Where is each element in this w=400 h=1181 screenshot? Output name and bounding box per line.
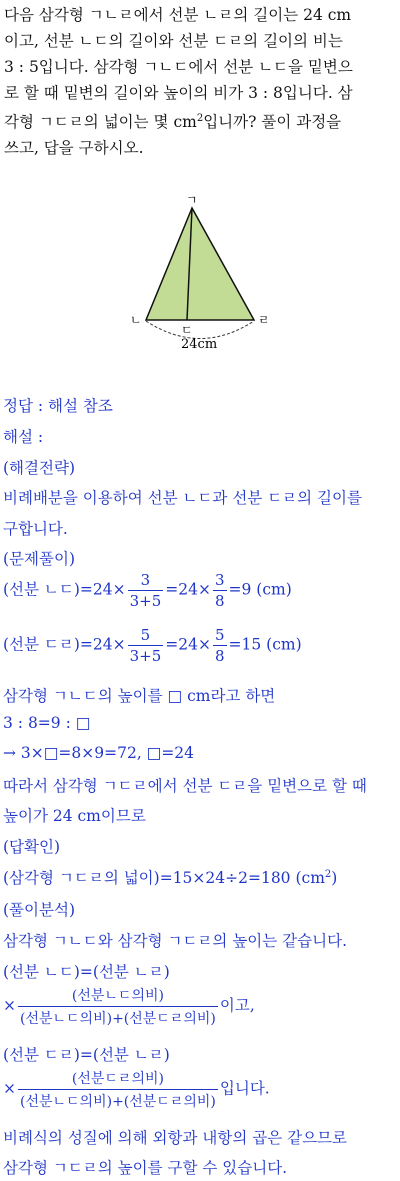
denominator: 8 xyxy=(214,647,225,665)
ratio-fraction-nd xyxy=(3,985,255,1028)
base-length-label: 24cm xyxy=(181,337,218,352)
label-vertex-g: ㄱ xyxy=(186,193,198,207)
segment-nd-formula: (선분 ㄴㄷ)=(선분 ㄴㄹ) xyxy=(3,963,170,981)
segment-dr-formula: (선분 ㄷㄹ)=(선분 ㄴㄹ) xyxy=(3,1046,170,1064)
denominator: (선분ㄴㄷ의비)+(선분ㄷㄹ의비) xyxy=(18,1006,218,1028)
denominator: 3+5 xyxy=(129,647,162,665)
triangle-figure xyxy=(0,188,400,358)
denominator: 3+5 xyxy=(129,592,162,610)
label-vertex-n: ㄴ xyxy=(130,313,142,327)
question-text xyxy=(4,2,396,161)
fraction xyxy=(213,626,227,665)
label-vertex-r: ㄹ xyxy=(258,313,270,327)
denominator: (선분ㄴㄷ의비)+(선분ㄷㄹ의비) xyxy=(18,1089,218,1111)
tail-text: 입니다. xyxy=(219,1079,270,1098)
label-vertex-d: ㄷ xyxy=(181,323,193,337)
analysis-line-1: 삼각형 ㄱㄴㄷ와 삼각형 ㄱㄷㄹ의 높이는 같습니다. xyxy=(3,932,347,950)
eq2-lhs: (선분 ㄷㄹ)=24× xyxy=(3,635,126,654)
fraction xyxy=(18,985,218,1028)
arrow-line: → 3×□=8×9=72, □=24 xyxy=(3,744,195,762)
ratio-line: 3 : 8=9 : □ xyxy=(3,714,91,732)
eq2-rhs: =15 (cm) xyxy=(228,635,302,654)
denominator: 8 xyxy=(214,592,225,610)
height-line: 삼각형 ㄱㄴㄷ의 높이를 □ cm라고 하면 xyxy=(3,687,276,705)
strategy-line-2: 구합니다. xyxy=(3,520,68,538)
fraction xyxy=(213,571,227,610)
eq1-lhs: (선분 ㄴㄷ)=24× xyxy=(3,580,126,599)
question-line-3: 3 : 5입니다. 삼각형 ㄱㄴㄷ에서 선분 ㄴㄷ을 밑변으 xyxy=(4,58,353,76)
check-line xyxy=(3,866,337,888)
eq2-mid: =24× xyxy=(165,635,211,654)
answer-line: 정답 : 해설 참조 xyxy=(3,397,113,415)
numerator: 5 xyxy=(214,626,225,644)
base-length-arc xyxy=(146,321,254,339)
fraction xyxy=(128,626,164,665)
numerator: 3 xyxy=(214,571,225,589)
check-end: ) xyxy=(331,869,338,887)
question-line-5b: 입니까? 풀이 과정을 xyxy=(203,113,342,132)
superscript-2: 2 xyxy=(196,113,204,124)
question-line-4: 로 할 때 밑변의 길이와 높이의 비가 3 : 8입니다. 삼 xyxy=(4,84,353,102)
superscript-2: 2 xyxy=(324,868,332,880)
numerator: (선분ㄷㄹ의비) xyxy=(71,1071,164,1087)
times-sign: × xyxy=(3,996,16,1015)
thus-line-2: 높이가 24 cm이므로 xyxy=(3,807,146,825)
equation-nd xyxy=(3,571,292,610)
fraction xyxy=(18,1068,218,1111)
ratio-fraction-dr xyxy=(3,1068,270,1111)
question-line-5 xyxy=(4,106,396,135)
thus-line-1: 따라서 삼각형 ㄱㄷㄹ에서 선분 ㄷㄹ을 밑변으로 할 때 xyxy=(3,777,367,795)
explanation-heading: 해설 : xyxy=(3,428,44,446)
tail-text: 이고, xyxy=(219,996,255,1015)
question-line-6: 쓰고, 답을 구하시오. xyxy=(4,139,144,158)
times-sign: × xyxy=(3,1079,16,1098)
eq1-rhs: =9 (cm) xyxy=(228,580,292,599)
triangle-shape xyxy=(146,208,254,320)
check-heading: (답확인) xyxy=(3,838,61,856)
question-line-5a: 각형 ㄱㄷㄹ의 넓이는 몇 cm xyxy=(4,113,197,132)
equation-dr xyxy=(3,626,302,665)
last-line-2: 삼각형 ㄱㄷㄹ의 높이를 구할 수 있습니다. xyxy=(3,1159,288,1177)
last-line-1: 비례식의 성질에 의해 외항과 내항의 곱은 같으므로 xyxy=(3,1129,347,1147)
question-line-2: 이고, 선분 ㄴㄷ의 길이와 선분 ㄷㄹ의 길이의 비는 xyxy=(4,32,343,50)
strategy-line-1: 비례배분을 이용하여 선분 ㄴㄷ과 선분 ㄷㄹ의 길이를 xyxy=(3,489,362,507)
numerator: 3 xyxy=(140,571,151,589)
numerator: 5 xyxy=(140,626,151,644)
fraction xyxy=(128,571,164,610)
strategy-heading: (해결전략) xyxy=(3,459,75,477)
numerator: (선분ㄴㄷ의비) xyxy=(71,988,164,1004)
solution-heading: (문제풀이) xyxy=(3,550,75,568)
question-line-1: 다음 삼각형 ㄱㄴㄹ에서 선분 ㄴㄹ의 길이는 24 cm xyxy=(4,6,352,24)
analysis-heading: (풀이분석) xyxy=(3,901,75,919)
eq1-mid: =24× xyxy=(165,580,211,599)
check-text: (삼각형 ㄱㄷㄹ의 넓이)=15×24÷2=180 (cm xyxy=(3,869,325,887)
